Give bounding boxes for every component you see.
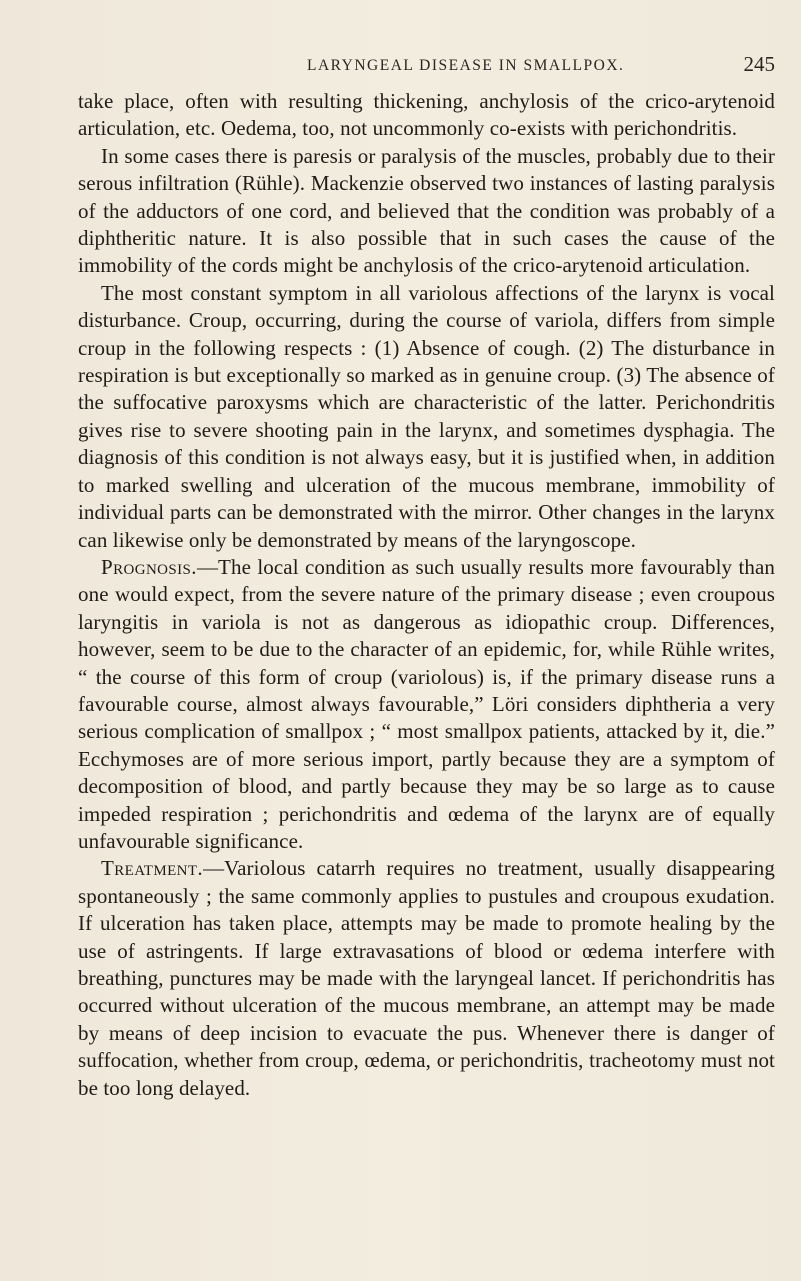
paragraph-continuation: take place, often with resulting thickening, anchylosis of the crico-arytenoid articulation, etc. Oedema, too, not uncommonly co-exists with perichondritis. <box>78 89 775 141</box>
paragraph-paralysis: In some cases there is paresis or paralysis of the muscles, probably due to their serous infiltration (Rühle). Mackenzie observed two instances of lasting paralysis of the adductors of one cord, and believed that the condition was probably of a diphtheritic nature. It is also possible that in such cases the cause of the immobility of the cords might be anchylosis of the crico-arytenoid articulation. <box>78 143 775 278</box>
running-header <box>78 52 775 82</box>
page-number: 245 <box>743 52 775 76</box>
paragraph-symptoms: The most constant symptom in all variolous affections of the larynx is vocal disturbance. Croup, occurring, during the course of variola, differs from simple croup in the following respects : (1) Absence of cough. (2) The disturbance in respiration is but exceptionally so marked as in genuine croup. (3) The absence of the suffocative paroxysms which are characteristic of the latter. Perichondritis gives rise to severe shooting pain in the larynx, and sometimes dysphagia. The diagnosis of this condition is not always easy, but it is justified when, in addition to marked swelling and ulceration of the mucous membrane, immobility of individual parts can be demonstrated with the mirror. Other changes in the larynx can likewise only be demonstrated by means of the laryngoscope. <box>78 280 775 552</box>
running-title: LARYNGEAL DISEASE IN SMALLPOX. <box>307 57 625 74</box>
paragraph-treatment <box>78 855 775 1102</box>
prognosis-text: —The local condition as such usually results more favourably than one would expect, from the severe nature of the primary disease ; even croupous laryngitis in variola is not as dangerous as idiopathic croup. Differences, however, seem to be due to the character of an epidemic, for, while Rühle writes, “ the course of this form of croup (variolous) is, if the primary disease runs a favourable course, almost always favourable,” Löri considers diphtheria a very serious complication of smallpox ; “ most smallpox patients, attacked by it, die.” Ecchymoses are of more serious import, partly because they are a symptom of decomposition of blood, and partly because they may be so large as to cause impeded respiration ; perichondritis and œdema of the larynx are of equally unfavourable significance. <box>78 554 775 853</box>
treatment-heading: Treatment. <box>101 856 204 881</box>
paragraph-prognosis <box>78 554 775 855</box>
treatment-text: —Variolous catarrh requires no treatment, usually disappearing spontaneously ; the same commonly applies to pustules and croupous exudation. If ulceration has taken place, attempts may be made to promote healing by the use of astringents. If large extravasations of blood or œdema interfere with breathing, punctures may be made with the laryngeal lancet. If perichondritis has occurred without ulceration of the mucous membrane, an attempt may be made by means of deep incision to evacuate the pus. Whenever there is danger of suffocation, whether from croup, œdema, or perichondritis, tracheotomy must not be too long delayed. <box>78 856 775 1100</box>
prognosis-heading: Prognosis. <box>101 554 197 579</box>
body-text <box>78 88 775 1102</box>
